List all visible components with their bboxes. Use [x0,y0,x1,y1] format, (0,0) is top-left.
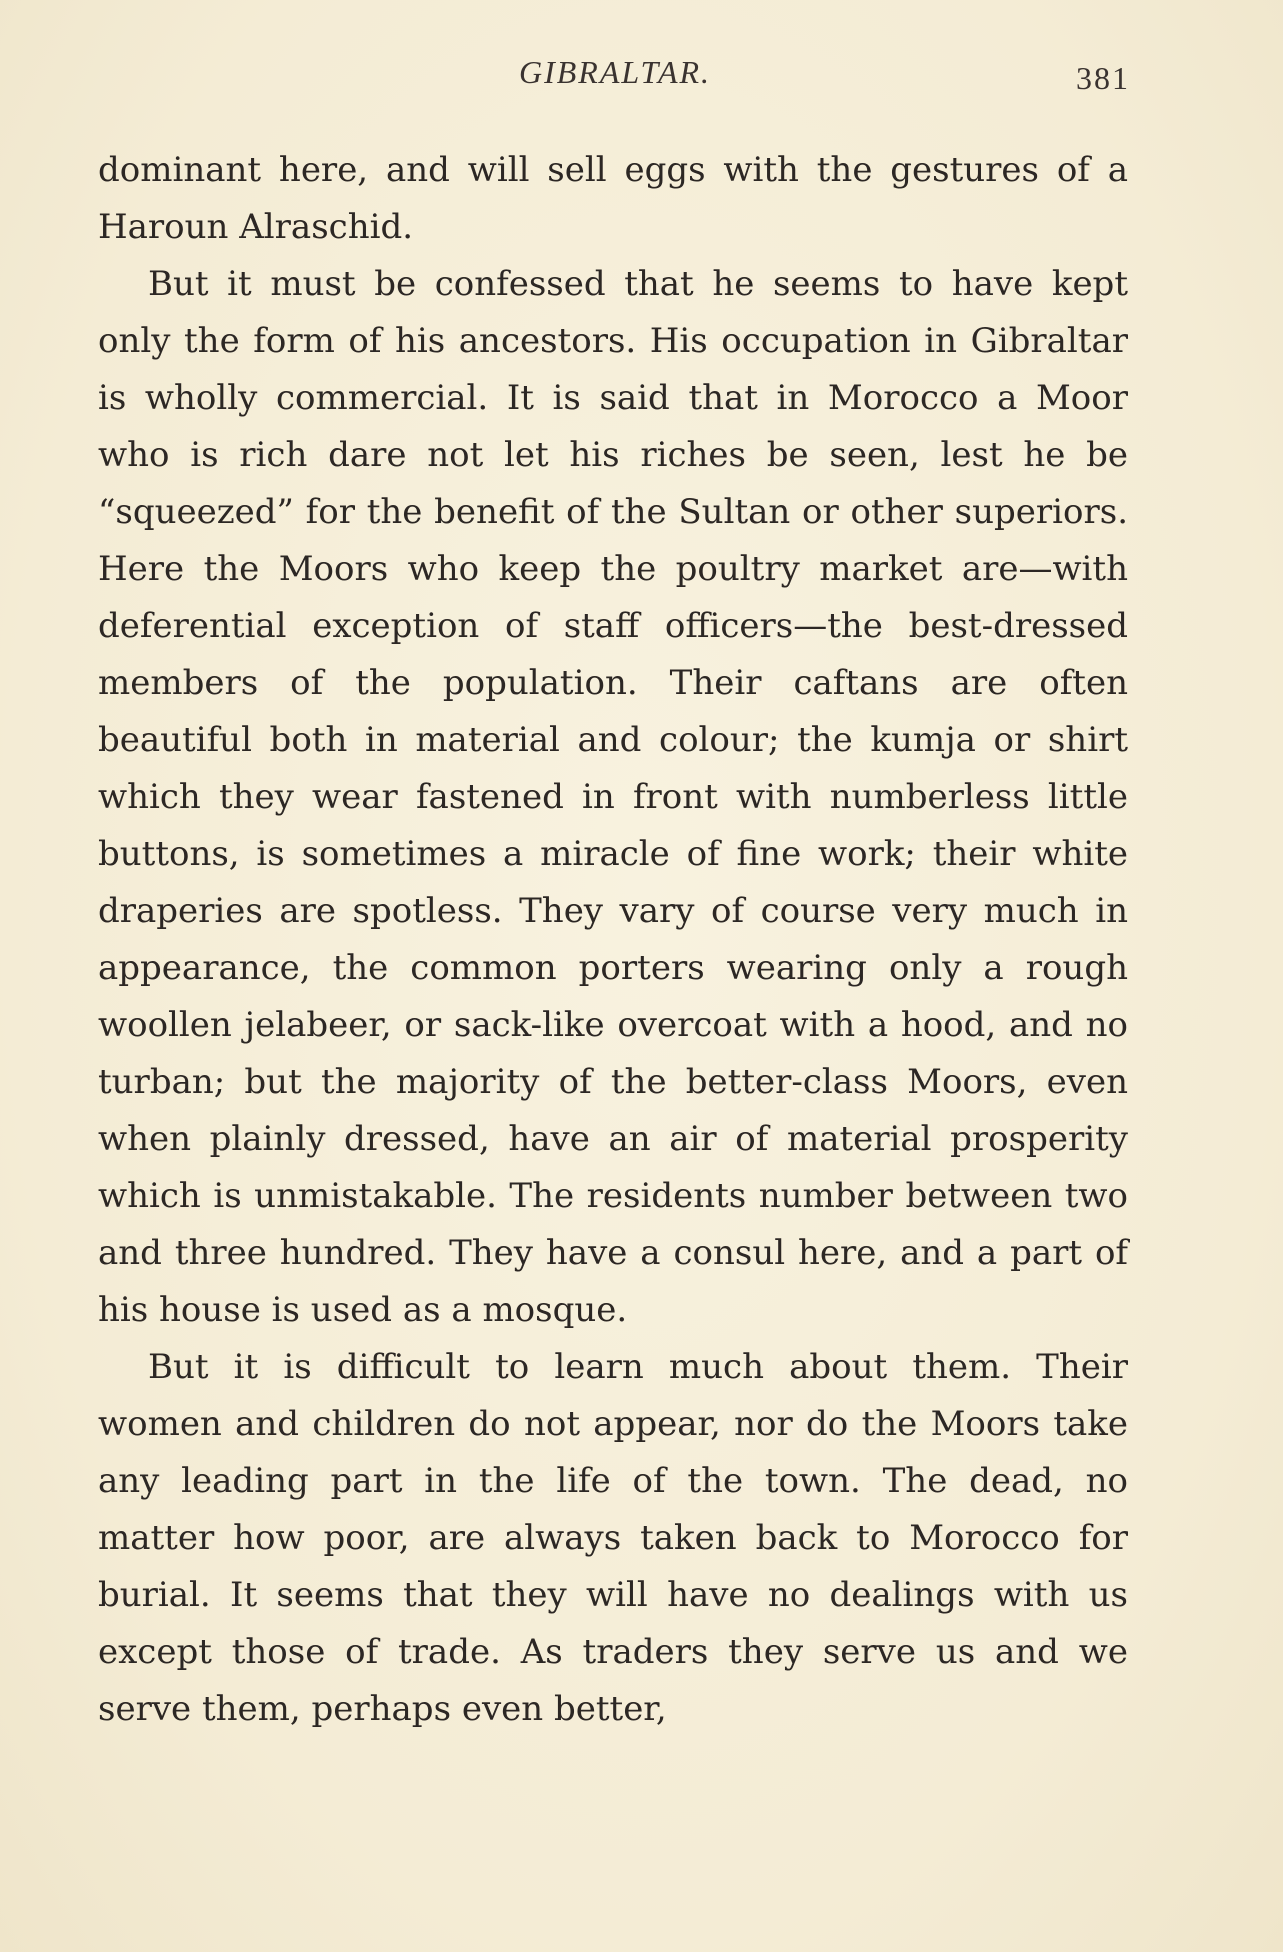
paragraph-1: dominant here, and will sell eggs with the gestures of a Haroun Alraschid. [98,150,1128,247]
paragraph-2: But it must be confessed that he seems to have kept only the form of his ancestors. His occupation in Gibraltar is wholly commercial. It is said that in Morocco a Moor who is rich dare not let his riches be seen, lest he be “squeezed” for the benefit of the Sultan or other superiors. Here the Moors who keep the poultry market are—with deferential exception of staff officers—the best-dressed members of the population. Their caftans are often beautiful both in material and colour; the kumja or shirt which they wear fastened in front with numberless little buttons, is sometimes a miracle of fine work; their white draperies are spotless. They vary of course very much in appearance, the common porters wearing only a rough woollen jelabeer, or sack-like overcoat with a hood, and no turban; but the majority of the better-class Moors, even when plainly dressed, have an air of material prosperity which is unmistakable. The residents number between two and three hundred. They have a consul here, and a part of his house is used as a mosque. [98,264,1128,1330]
paragraph-3: But it is difficult to learn much about them. Their women and children do not appear, nor do the Moors take any leading part in the life of the town. The dead, no matter how poor, are always taken back to Morocco for burial. It seems that they will have no dealings with us except those of trade. As traders they serve us and we serve them, perhaps even better, [98,1347,1128,1729]
page-number: 381 [1076,60,1130,96]
running-title: GIBRALTAR. [518,54,712,90]
running-head [100,52,1130,102]
body-text [98,142,1128,1738]
